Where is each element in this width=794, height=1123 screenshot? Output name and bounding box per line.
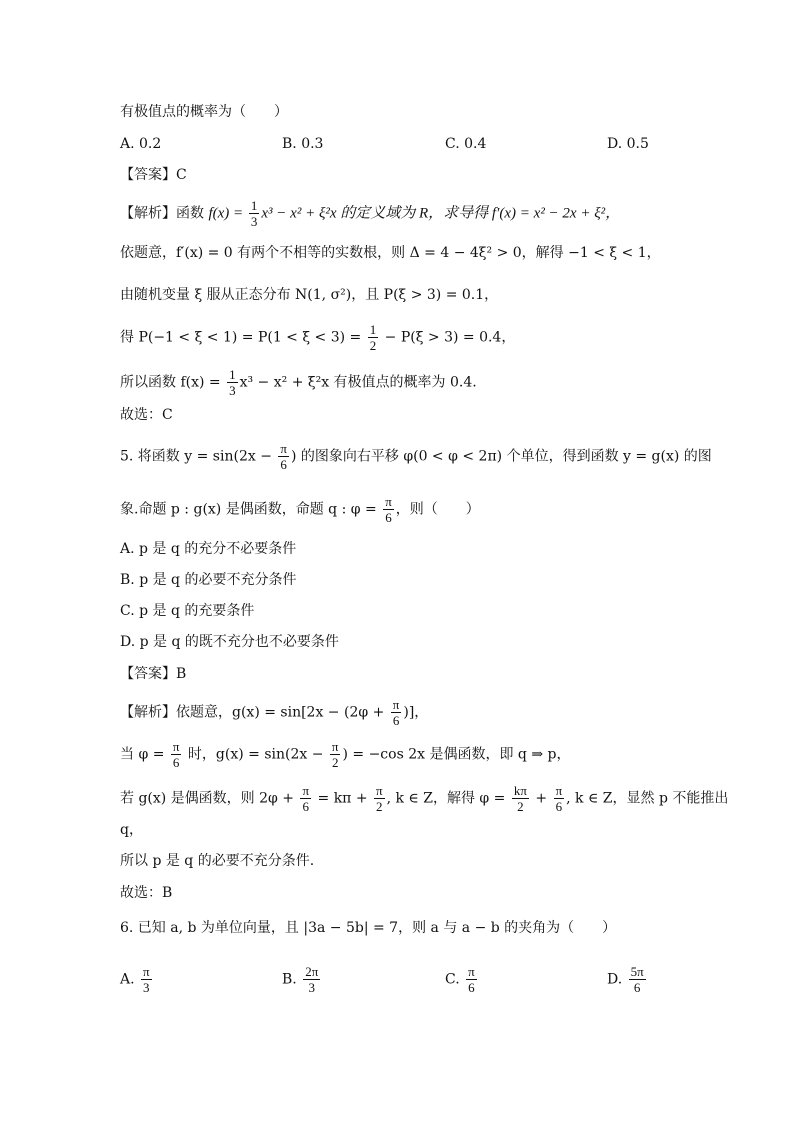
math-expression: 若 g(x) 是偶函数，则 2φ + xyxy=(120,790,299,807)
question-text: 象.命题 p : g(x) 是偶函数，命题 q : φ = xyxy=(120,501,382,518)
fraction: $\frac{\pi}{6}$ xyxy=(392,697,400,728)
q5-answer: 【答案】B xyxy=(120,666,187,682)
math-expression: , k ∈ Z，解得 φ = xyxy=(386,790,510,807)
fraction: $\frac{\pi}{6}$ xyxy=(280,441,287,472)
fraction: $\frac{\pi}{2}$ xyxy=(376,783,383,814)
math-expression: f(x) = xyxy=(208,205,247,222)
math-expression: , k ∈ Z，显然 p 不能推出 xyxy=(566,790,729,807)
q5-option-b: B. p 是 q 的必要不充分条件 xyxy=(120,572,297,588)
fraction: $\frac{1}{3}$ xyxy=(229,367,236,398)
fraction: $\frac{\pi}{6}$ xyxy=(302,783,310,814)
q4-solution-line-1 xyxy=(120,198,620,229)
q6-option-d: D. $\frac{5\pi}{6}$ xyxy=(607,964,644,995)
math-expression: − P(ξ > 3) = 0.4， xyxy=(380,329,516,346)
q5-option-d: D. p 是 q 的既不充分也不必要条件 xyxy=(120,634,339,650)
q6-option-a: A. $\frac{\pi}{3}$ xyxy=(120,964,150,995)
math-expression: ) = −cos 2x 是偶函数，即 q ⇒ p， xyxy=(342,746,571,763)
math-expression: 得 P(−1 < ξ < 1) = P(1 < ξ < 3) = xyxy=(120,329,366,346)
q5-solution-line-3 xyxy=(120,783,728,814)
question-text: ，则（ ） xyxy=(395,501,480,518)
q4-solution-line-3: 由随机变量 ξ 服从正态分布 N(1, σ²)，且 P(ξ > 3) = 0.1， xyxy=(120,287,499,303)
fraction: $\frac{\pi}{6}$ xyxy=(172,739,180,770)
q6-option-b: B. $\frac{2\pi}{3}$ xyxy=(282,964,319,995)
q4-choose: 故选：C xyxy=(120,407,173,423)
fraction: $\frac{\pi}{6}$ xyxy=(555,783,563,814)
fraction: $\frac{\pi}{2}$ xyxy=(331,739,339,770)
fraction: $\frac{k\pi}{2}$ xyxy=(513,783,527,814)
q5-option-c: C. p 是 q 的充要条件 xyxy=(120,603,255,619)
fraction: $\frac{1}{3}$ xyxy=(250,198,258,229)
q4-option-a: A. 0.2 xyxy=(120,136,162,152)
math-expression: x³ − x² + ξ²x 有极值点的概率为 0.4. xyxy=(239,374,477,391)
q4-solution-line-2: 依题意，f′(x) = 0 有两个不相等的实数根，则 Δ = 4 − 4ξ² > 0，解得 −1 < ξ < 1， xyxy=(120,245,661,261)
question-5-line-1 xyxy=(120,441,712,472)
question-6: 6. 已知 a, b 为单位向量，且 |3a − 5b| = 7，则 a 与 a − b 的夹角为（ ） xyxy=(120,920,617,936)
q4-answer: 【答案】C xyxy=(120,167,187,183)
question-4-tail: 有极值点的概率为（ ） xyxy=(120,104,288,120)
q4-option-d: D. 0.5 xyxy=(607,136,649,152)
q6-option-c: C. $\frac{\pi}{6}$ xyxy=(445,964,475,995)
math-expression: x³ − x² + ξ²x 的定义域为 R，求导得 f′(x) = x² − 2x + ξ²， xyxy=(261,205,621,222)
q5-solution-line-2 xyxy=(120,739,570,770)
q4-solution-line-5 xyxy=(120,367,477,398)
q5-solution-line-5: 所以 p 是 q 的必要不充分条件. xyxy=(120,853,315,869)
math-expression: = kπ + xyxy=(313,790,373,807)
q4-solution-line-4 xyxy=(120,322,515,353)
fraction: $\frac{\pi}{6}$ xyxy=(385,494,392,525)
q5-solution-line-4: q， xyxy=(120,822,143,838)
q4-option-c: C. 0.4 xyxy=(445,136,487,152)
fraction: $\frac{1}{2}$ xyxy=(369,322,377,353)
q5-choose: 故选：B xyxy=(120,885,173,901)
q5-solution-line-1 xyxy=(120,697,428,728)
question-text: ) 的图象向右平移 φ(0 < φ < 2π) 个单位，得到函数 y = g(x) 的图 xyxy=(290,448,712,465)
math-expression: 【解析】依题意，g(x) = sin[2x − (2φ + xyxy=(120,704,389,721)
math-expression: 所以函数 f(x) = xyxy=(120,374,226,391)
math-expression: 时，g(x) = sin(2x − xyxy=(183,746,328,763)
q5-option-a: A. p 是 q 的充分不必要条件 xyxy=(120,541,297,557)
question-text: 5. 将函数 y = sin(2x − xyxy=(120,448,277,465)
question-5-line-2 xyxy=(120,494,480,525)
math-expression: )]， xyxy=(403,704,429,721)
math-expression: + xyxy=(530,790,552,807)
q4-option-b: B. 0.3 xyxy=(282,136,324,152)
math-expression: 当 φ = xyxy=(120,746,169,763)
solution-label: 【解析】函数 xyxy=(120,205,209,222)
